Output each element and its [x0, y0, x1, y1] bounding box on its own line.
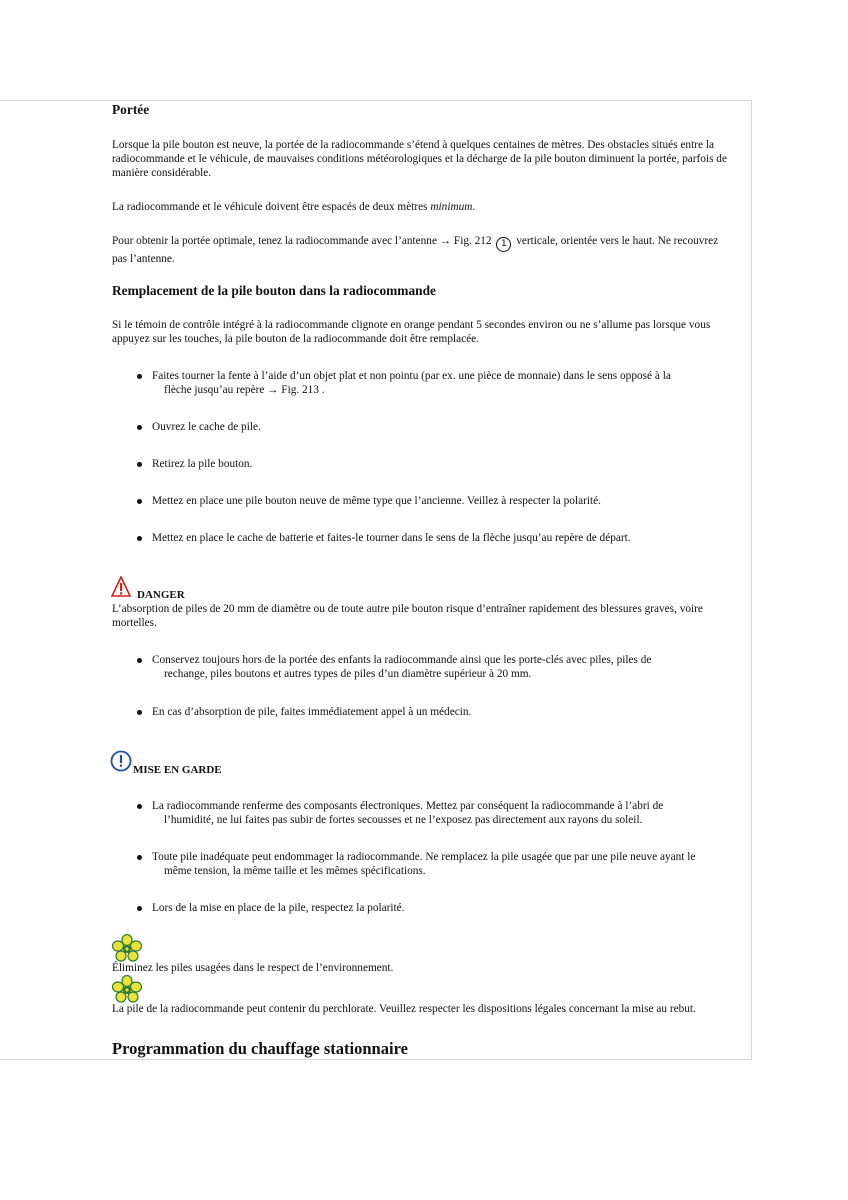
bullet-dot: [137, 804, 142, 809]
portee-p3-start: Pour obtenir la portée optimale, tenez la radiocommande avec l’antenne → Fig. 212: [112, 235, 492, 247]
bullet-dot: [137, 462, 142, 467]
list-item-text: Retirez la pile bouton.: [152, 458, 253, 470]
list-item-text-continued: même tension, la même taille et les mêmes spécifications.: [164, 865, 426, 877]
portee-p2-emphasis: minimum: [430, 201, 473, 213]
bullet-dot: [137, 855, 142, 860]
bullet-dot: [137, 536, 142, 541]
list-item-text-continued: rechange, piles boutons et autres types de piles d’un diamètre supérieur à 20 mm.: [164, 668, 532, 680]
section-title-heater: Programmation du chauffage stationnaire: [112, 1039, 408, 1058]
portee-paragraph-3: [112, 234, 732, 266]
list-item-text: Mettez en place une pile bouton neuve de même type que l’ancienne. Veillez à respecter la polarité.: [152, 495, 601, 507]
portee-p3-end: verticale, orientée vers le haut. Ne recouvrez pas l’antenne.: [112, 235, 719, 265]
list-item-text: Ouvrez le cache de pile.: [152, 421, 261, 433]
list-item-text: Conservez toujours hors de la portée des enfants la radiocommande ainsi que les porte-clés avec piles, piles de: [152, 654, 652, 666]
danger-label: DANGER: [137, 589, 185, 601]
list-item-text: Toute pile inadéquate peut endommager la radiocommande. Ne remplacez la pile usagée que par une pile neuve ayant le: [152, 851, 696, 863]
list-item-text-continued: l’humidité, ne lui faites pas subir de fortes secousses et ne l’exposez pas directement aux rayons du soleil.: [164, 814, 643, 826]
section-title-replacement: Remplacement de la pile bouton dans la radiocommande: [112, 283, 436, 298]
environment-paragraph-2: La pile de la radiocommande peut contenir du perchlorate. Veuillez respecter les dispositions légales concernant la mise au rebut.: [112, 1003, 696, 1015]
bullet-dot: [137, 906, 142, 911]
bullet-dot: [137, 710, 142, 715]
portee-paragraph-1: Lorsque la pile bouton est neuve, la portée de la radiocommande s’étend à quelques centaines de mètres. Des obstacles situés entre la radiocommande et le véhicule, de mauvaises conditions météorologiques et la décharge de la pile bouton diminuent la portée, parfois de manière considérable.: [112, 139, 727, 179]
list-item-text: Faites tourner la fente à l’aide d’un objet plat et non pointu (par ex. une pièce de monnaie) dans le sens opposé à la: [152, 370, 671, 382]
bullet-dot: [137, 658, 142, 663]
caution-label: MISE EN GARDE: [133, 764, 222, 776]
portee-p2-end: .: [472, 201, 476, 213]
list-item-text: La radiocommande renferme des composants électroniques. Mettez par conséquent la radiocommande à l’abri de: [152, 800, 664, 812]
portee-paragraph-2: [112, 200, 732, 214]
portee-p2-text: La radiocommande et le véhicule doivent être espacés de deux mètres: [112, 201, 431, 213]
bullet-dot: [137, 374, 142, 379]
flower-icon: [111, 975, 143, 1003]
danger-paragraph: L’absorption de piles de 20 mm de diamètre ou de toute autre pile bouton risque d’entraîner rapidement des blessures graves, voire mortelles.: [112, 603, 703, 629]
list-item-text: Lors de la mise en place de la pile, respectez la polarité.: [152, 902, 405, 914]
list-item-text: Mettez en place le cache de batterie et faites-le tourner dans le sens de la flèche jusqu’au repère de départ.: [152, 532, 631, 544]
list-item-text-continued: flèche jusqu’au repère → Fig. 213 .: [164, 384, 325, 396]
exclamation-circle-icon: [110, 750, 132, 772]
bullet-dot: [137, 425, 142, 430]
environment-paragraph-1: Éliminez les piles usagées dans le respect de l’environnement.: [112, 962, 394, 974]
replacement-paragraph: Si le témoin de contrôle intégré à la radiocommande clignote en orange pendant 5 secondes environ ou ne s’allume pas lorsque vous appuyez sur les touches, la pile bouton de la radiocommande doit être remplacée.: [112, 319, 711, 345]
list-item-text: En cas d’absorption de pile, faites immédiatement appel à un médecin.: [152, 706, 472, 718]
bullet-dot: [137, 499, 142, 504]
callout-number-icon: 1: [496, 237, 511, 252]
warning-triangle-icon: [111, 576, 131, 598]
flower-icon: [111, 934, 143, 962]
section-title-portee: Portée: [112, 102, 150, 117]
